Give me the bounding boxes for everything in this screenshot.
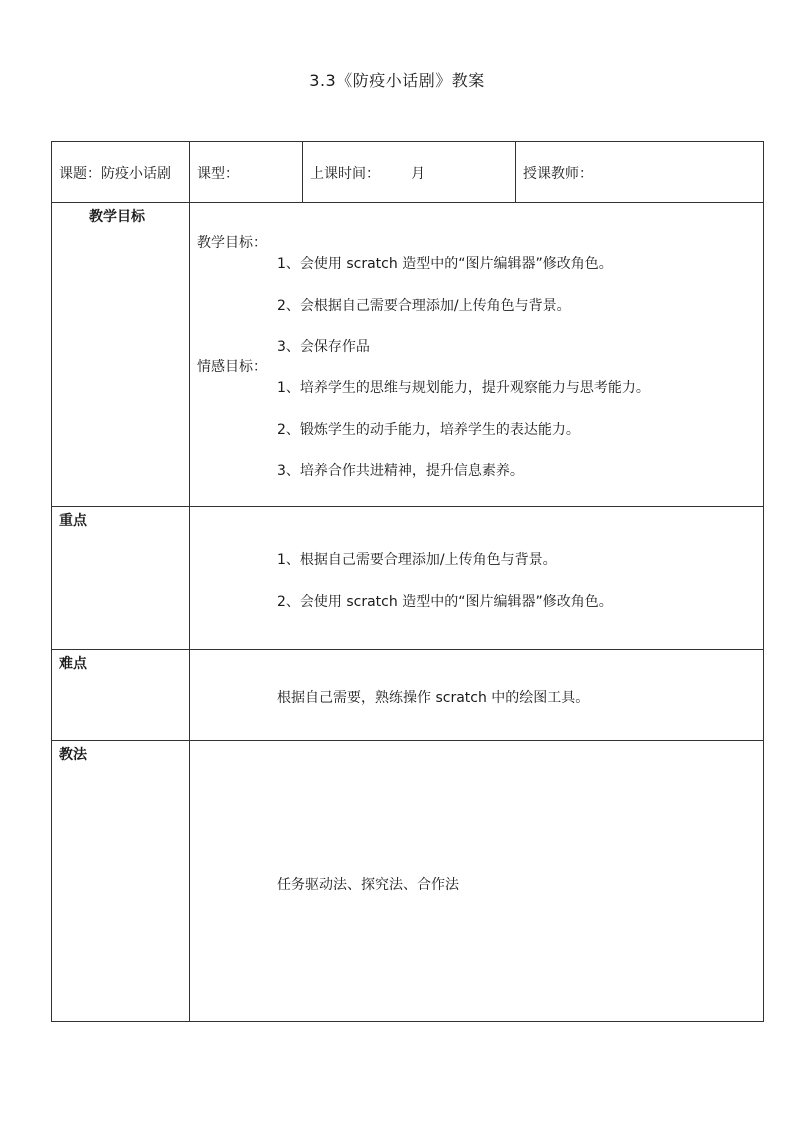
row-divider: [51, 506, 764, 507]
teacher-cell: 授课教师：: [523, 166, 593, 182]
difficulties-label: 难点: [59, 656, 87, 672]
emotion-objective-item: 2、锻炼学生的动手能力，培养学生的表达能力。: [277, 422, 580, 438]
column-divider: [515, 141, 516, 203]
objectives-label: 教学目标: [89, 209, 145, 225]
teaching-objective-item: 2、会根据自己需要合理添加/上传角色与背景。: [277, 298, 571, 314]
emotion-objectives-heading: 情感目标：: [197, 359, 267, 375]
key-point-item: 2、会使用 scratch 造型中的“图片编辑器”修改角色。: [277, 594, 613, 610]
teaching-objectives-heading: 教学目标：: [197, 235, 267, 251]
teaching-objective-item: 3、会保存作品: [277, 339, 370, 355]
column-divider: [189, 141, 190, 1022]
methods-text: 任务驱动法、探究法、合作法: [277, 877, 459, 893]
emotion-objective-item: 1、培养学生的思维与规划能力，提升观察能力与思考能力。: [277, 380, 650, 396]
row-divider: [51, 740, 764, 741]
emotion-objective-item: 3、培养合作共进精神，提升信息素养。: [277, 463, 524, 479]
topic-cell: 课题：防疫小话剧: [59, 166, 171, 182]
class-time-cell: 上课时间： 月: [310, 166, 426, 182]
row-divider: [51, 649, 764, 650]
document-title: 3.3《防疫小话剧》教案: [309, 71, 485, 90]
difficulties-text: 根据自己需要，熟练操作 scratch 中的绘图工具。: [277, 690, 590, 706]
key-points-label: 重点: [59, 513, 87, 529]
methods-label: 教法: [59, 747, 87, 763]
lesson-type-cell: 课型：: [197, 166, 239, 182]
key-point-item: 1、根据自己需要合理添加/上传角色与背景。: [277, 552, 557, 568]
row-divider: [51, 202, 764, 203]
teaching-objective-item: 1、会使用 scratch 造型中的“图片编辑器”修改角色。: [277, 256, 613, 272]
column-divider: [302, 141, 303, 203]
